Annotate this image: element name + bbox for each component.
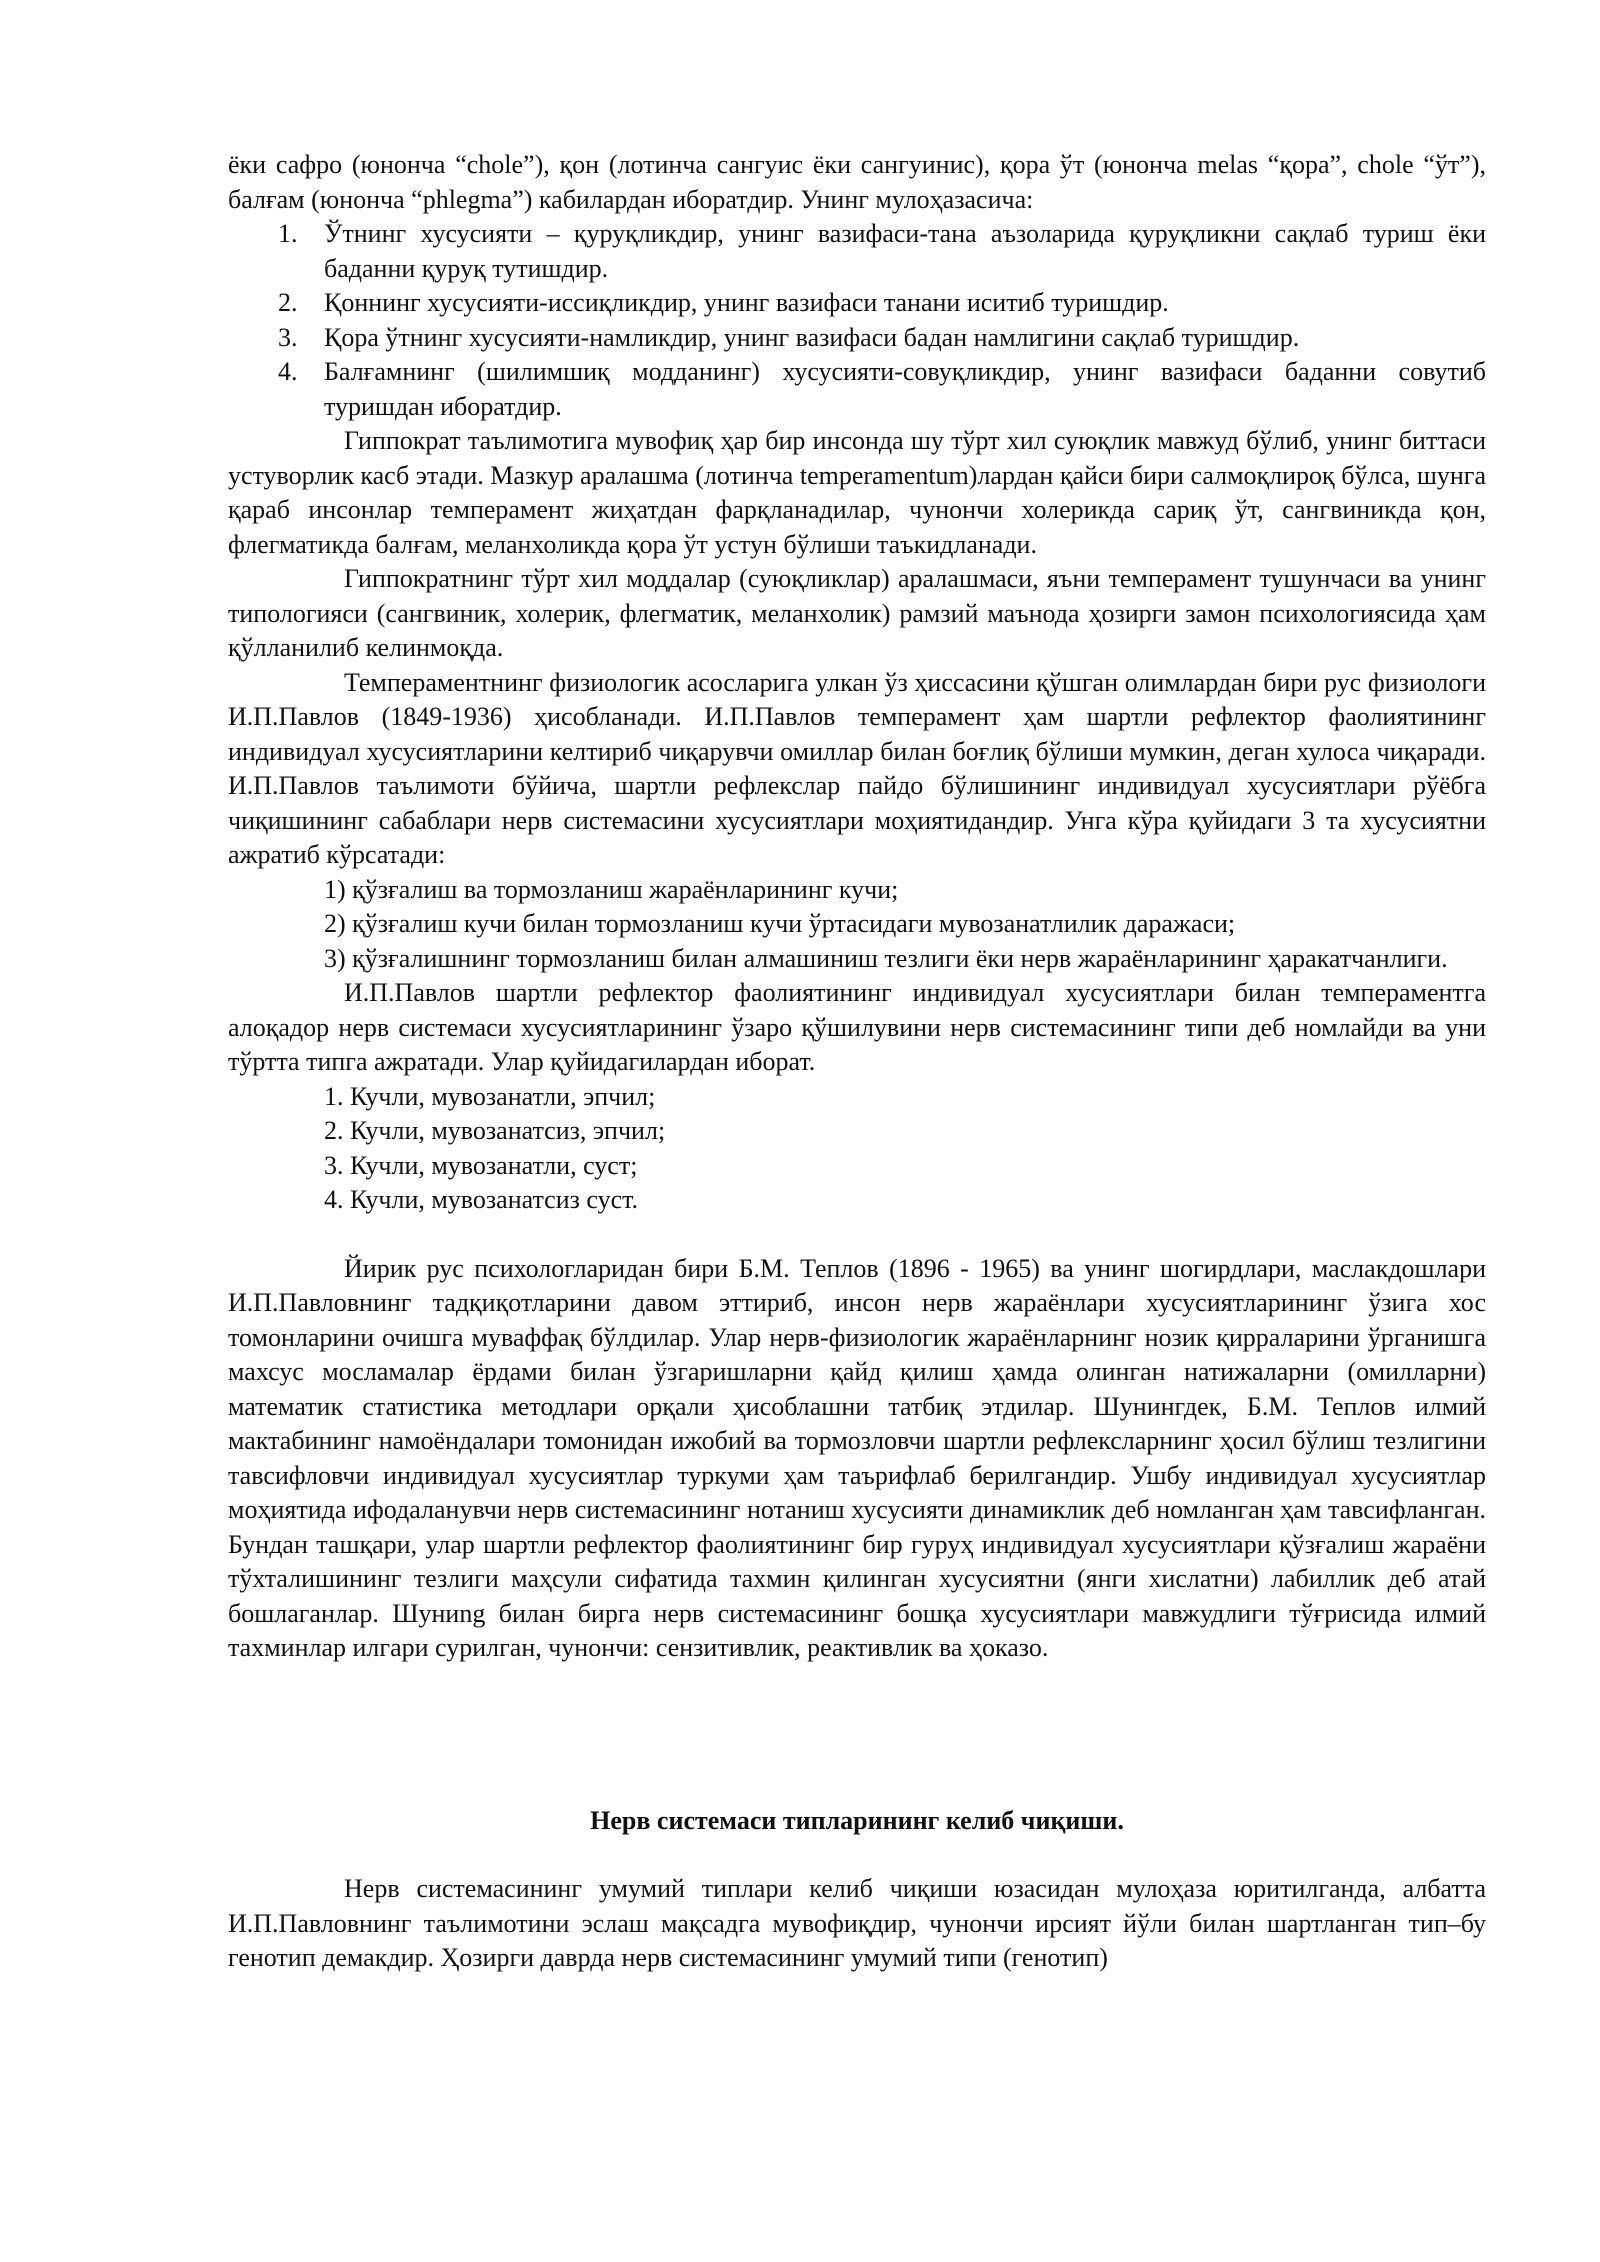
blank-line: [228, 1218, 1486, 1252]
list-item: 3) қўзғалишнинг тормозланиш билан алмашиниш тезлиги ёки нерв жараёнларининг ҳаракатчанлиги.: [324, 943, 1448, 973]
list-item-text: Ўтнинг хусусияти – қуруқликдир, унинг вазифаси-тана аъзоларида қуруқликни сақлаб туриш ёки баданни қуруқ тутишдир.: [324, 219, 1486, 283]
pavlov-paragraph: Темпераментнинг физиологик асосларига улкан ўз ҳиссасини қўшган олимлардан бири рус физиологи И.П.Павлов (1849-1936) ҳисобланади. И.П.Павлов темперамент ҳам шартли рефлектор фаолиятининг индивидуал хусусиятларини келтириб чиқарувчи омиллар билан боғлиқ бўлиши мумкин, деган хулоса чиқаради. И.П.Павлов таълимоти бўйича, шартли рефлекслар пайдо бўлишининг индивидуал хусусиятлари рўёбга чиқишининг сабаблари нерв системасини хусусиятлари моҳиятидандир. Унга кўра қуйидаги 3 та хусусиятни ажратиб кўрсатади:: [228, 667, 1486, 869]
nervous-types-list: [228, 1080, 1486, 1218]
list-item-text: Балғамнинг (шилимшиқ модданинг) хусусияти-совуқликдир, унинг вазифаси баданни совутиб туришдан иборатдир.: [324, 357, 1486, 421]
blank-space: [228, 1666, 1486, 1804]
origin-paragraph: Нерв системасининг умумий типлари келиб чиқиши юзасидан мулоҳаза юритилганда, албатта И.П.Павловнинг таълимотини эслаш мақсадга мувофиқдир, чунончи ирсият йўли билан шартланган тип–бу генотип демакдир. Ҳозирги даврда нерв системасининг умумий типи (генотип): [228, 1874, 1486, 1972]
blank-line: [228, 1838, 1486, 1872]
typology-paragraph: Гиппократнинг тўрт хил моддалар (суюқликлар) аралашмаси, яъни темперамент тушунчаси ва унинг типологияси (сангвиник, холерик, флегматик, меланхолик) рамзий маънода ҳозирги замон психологиясида ҳам қўлланилиб келинмоқда.: [228, 564, 1486, 662]
intro-paragraph: ёки сафро (юнонча “chole”), қон (лотинча сангуис ёки сангуинис), қора ўт (юнонча melas “қора”, chole “ўт”), балғам (юнонча “phlegma”) кабилардан иборатдир. Унинг мулоҳазасича:: [228, 150, 1486, 214]
document-page: [228, 148, 1486, 1976]
list-number: 2.: [278, 288, 298, 317]
list-item: 2. Кучли, мувозанатсиз, эпчил;: [324, 1116, 666, 1145]
list-item-text: Қора ўтнинг хусусияти-намликдир, унинг вазифаси бадан намлигини сақлаб туришдир.: [324, 322, 1300, 352]
list-item: 2) қўзғалиш кучи билан тормозланиш кучи ўртасидаги мувозанатлилик даражаси;: [324, 909, 1236, 938]
properties-list: [228, 873, 1486, 977]
humors-list: [228, 217, 1486, 424]
list-number: 3.: [278, 322, 298, 352]
list-number: 4.: [278, 357, 298, 386]
list-item-text: Қоннинг хусусияти-иссиқликдир, унинг вазифаси танани иситиб туришдир.: [324, 288, 1169, 317]
hippocrates-paragraph: Гиппократ таълимотига мувофиқ ҳар бир инсонда шу тўрт хил суюқлик мавжуд бўлиб, унинг биттаси устуворлик касб этади. Мазкур аралашма (лотинча temperamentum)лардан қайси бири салмоқлироқ бўлса, шунга қараб инсонлар темперамент жиҳатдан фарқланадилар, чунончи холерикда сариқ ўт, сангвиникда қон, флегматикда балғам, меланхоликда қора ўт устун бўлиши таъкидланади.: [228, 426, 1486, 559]
list-item: 3. Кучли, мувозанатли, суст;: [324, 1150, 638, 1180]
list-item: [228, 286, 1486, 321]
list-item: [228, 355, 1486, 424]
teplov-paragraph: Йирик рус психологларидан бири Б.М. Теплов (1896 - 1965) ва унинг шогирдлари, маслакдошлари И.П.Павловнинг тадқиқотларини давом эттириб, инсон нерв жараёнлари хусусиятларининг ўзига хос томонларини очишга муваффақ бўлдилар. Улар нерв-физиологик жараёнларнинг нозик қирраларини ўрганишга махсус мосламалар ёрдами билан ўзгаришларни қайд қилиш ҳамда олинган натижаларни (омилларни) математик статистика методлари орқали ҳисоблашни татбиқ этдилар. Шунингдек, Б.М. Теплов илмий мактабининг намоёндалари томонидан ижобий ва тормозловчи шартли рефлексларнинг ҳосил бўлиш тезлигини тавсифловчи индивидуал хусусиятлар туркуми ҳам таърифлаб берилгандир. Ушбу индивидуал хусусиятлар моҳиятида ифодаланувчи нерв системасининг нотаниш хусусияти динамиклик деб номланган ҳам тавсифланган. Бундан ташқари, улар шартли рефлектор фаолиятининг бир гуруҳ индивидуал хусусиятлари қўзғалиш жараёни тўхталишининг тезлиги маҳсули сифатида тахмин қилинган хусусиятни (янги хислатни) лабиллик деб атай бошлаганлар. Шуниng билан бирга нерв системасининг бошқа хусусиятлари мавжудлиги тўғрисида илмий тахминлар илгари сурилган, чунончи: сензитивлик, реактивлик ва ҳоказо.: [228, 1253, 1486, 1662]
list-item: 1. Кучли, мувозанатли, эпчил;: [324, 1081, 656, 1111]
list-item: 4. Кучли, мувозанатсиз суст.: [324, 1185, 639, 1214]
list-item: [228, 217, 1486, 286]
list-item: [228, 321, 1486, 356]
types-paragraph: И.П.Павлов шартли рефлектор фаолиятининг индивидуал хусусиятлари билан темпераментга алоқадор нерв системаси хусусиятларининг ўзаро қўшилувини нерв системасининг типи деб номлайди ва уни тўртта типга ажратади. Улар қуйидагилардан иборат.: [228, 978, 1486, 1076]
list-item: 1) қўзғалиш ва тормозланиш жараёнларининг кучи;: [324, 874, 899, 904]
list-number: 1.: [278, 219, 298, 248]
section-heading: Нерв системаси типларининг келиб чиқиши.: [590, 1805, 1124, 1835]
